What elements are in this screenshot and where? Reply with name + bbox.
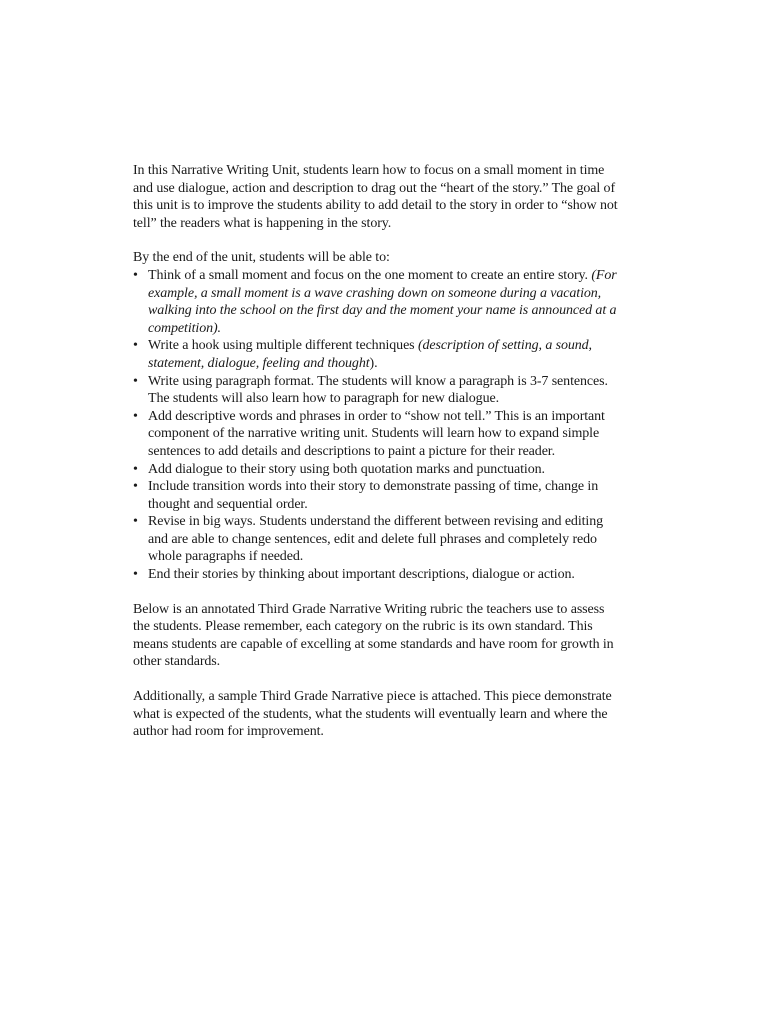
list-item: [133, 267, 623, 337]
list-item-text-end: ).: [369, 355, 378, 371]
bullet-icon: •: [133, 461, 138, 477]
bullet-icon: •: [133, 479, 138, 495]
list-item: [133, 478, 623, 513]
objectives-lead: By the end of the unit, students will be able to:: [133, 250, 390, 266]
bullet-icon: •: [133, 373, 138, 389]
rubric-paragraph: Below is an annotated Third Grade Narrative Writing rubric the teachers use to assess the students. Please remember, each category on the rubric is its own standard. This means students are capable of excelling at some standards and have room for growth in other standards.: [133, 601, 614, 670]
list-item: [133, 513, 623, 566]
list-item-text: Write using paragraph format. The students will know a paragraph is 3-7 sentences. The students will also learn how to paragraph for new dialogue.: [148, 373, 608, 407]
bullet-icon: •: [133, 267, 138, 283]
list-item-example: (For example, a small moment is a wave crashing down on someone during a vacation, walking into the school on the first day and the moment your name is announced at a competition).: [148, 267, 617, 336]
bullet-icon: •: [133, 338, 138, 354]
list-item-text: Think of a small moment and focus on the one moment to create an entire story.: [148, 267, 592, 283]
bullet-icon: •: [133, 408, 138, 424]
list-item: [133, 337, 623, 372]
list-item-text: Write a hook using multiple different techniques: [148, 338, 418, 354]
list-item-text: Add dialogue to their story using both quotation marks and punctuation.: [148, 461, 545, 477]
intro-paragraph: In this Narrative Writing Unit, students learn how to focus on a small moment in time and use dialogue, action and description to drag out the “heart of the story.” The goal of this unit is to improve the students ability to add detail to the story in order to “show not tell” the readers what is happening in the story.: [133, 163, 618, 231]
list-item-text: Include transition words into their story to demonstrate passing of time, change in thought and sequential order.: [148, 479, 599, 512]
list-item: [133, 408, 623, 461]
sample-paragraph: Additionally, a sample Third Grade Narrative piece is attached. This piece demonstrate what is expected of the students, what the students will eventually learn and where the author had room for improvement.: [133, 689, 612, 740]
list-item: [133, 461, 623, 479]
document-body: [133, 162, 623, 741]
list-item-example: (description of setting, a sound, statement, dialogue, feeling and thought: [148, 338, 592, 371]
objectives-list: [133, 267, 623, 584]
bullet-icon: •: [133, 567, 138, 583]
list-item-text: End their stories by thinking about important descriptions, dialogue or action.: [148, 567, 575, 583]
list-item: [133, 566, 623, 584]
bullet-icon: •: [133, 514, 138, 530]
list-item-text: Add descriptive words and phrases in order to “show not tell.” This is an important component of the narrative writing unit. Students will learn how to expand simple sentences to add details and descriptions to paint a picture for their reader.: [148, 408, 605, 459]
list-item: [133, 373, 623, 408]
list-item-text: Revise in big ways. Students understand the different between revising and editing and are able to change sentences, edit and delete full phrases and completely redo whole paragraphs if needed.: [148, 514, 603, 565]
